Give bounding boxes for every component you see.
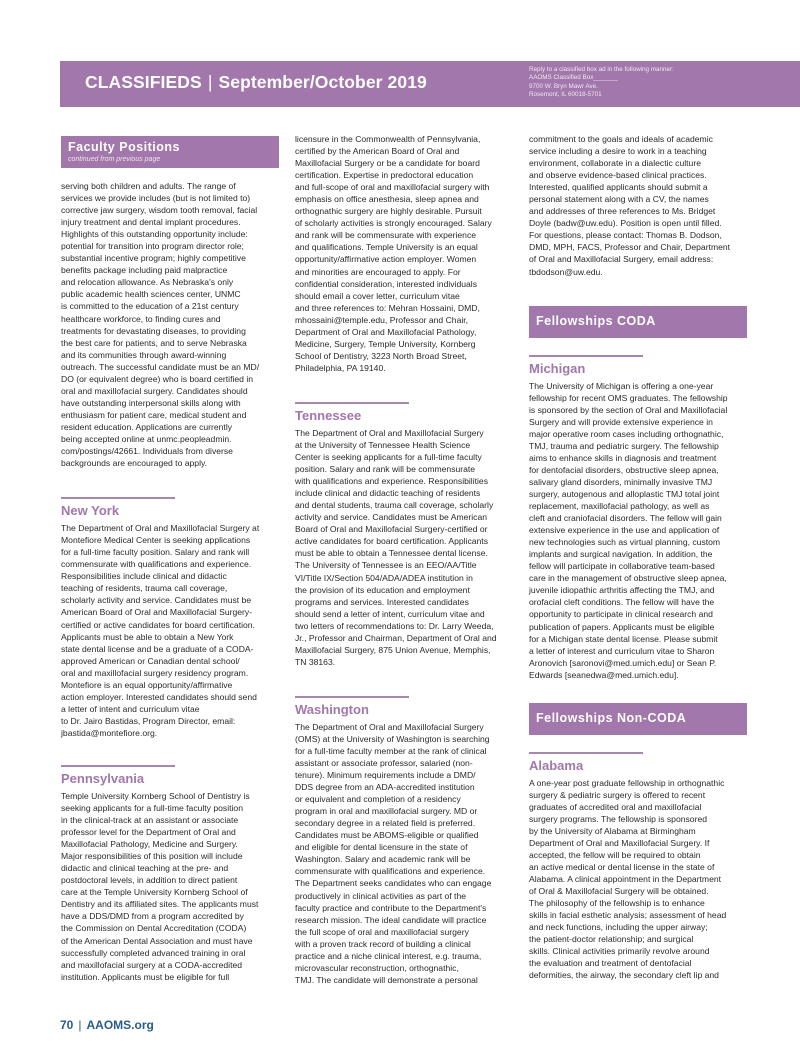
- pennsylvania-continued-text: licensure in the Commonwealth of Pennsylvania, certified by the American Board of Oral and Maxillofacial Surgery or be a candidate for board certification. Expertise in predoctoral education and full-scope of oral and maxillofacial surgery with emphasis on office anesthesia, sleep apnea and orthognathic surgery are highly desirable. Pursuit of scholarly activities is strongly encouraged. Salary and rank will be commensurate with experience and qualifications. Temple University is an equal opportunity/affirmative action employer. Women and minorities are encouraged to apply. For confidential consideration, interested individuals should email a cover letter, curriculum vitae and three references to: Mehran Hossaini, DMD, mhossaini@temple.edu, Professor and Chair, Department of Oral and Maxillofacial Pathology, Medicine, Surgery, Temple University, Kornberg School of Dentistry, 3223 North Broad Street, Philadelphia, PA 19140.: [295, 134, 492, 373]
- section-rule: [61, 497, 175, 499]
- michigan-heading: Michigan: [529, 360, 586, 376]
- reply-instructions: [529, 66, 674, 99]
- section-rule: [295, 402, 409, 404]
- faculty-positions-banner: [61, 136, 279, 168]
- tennessee-text: The Department of Oral and Maxillofacial Surgery at the University of Tennessee Health Science Center is seeking applicants for a full-time faculty position. Salary and rank will be commensurate with qualifications and experience. Responsibilities include clinical and didactic teaching of residents and dental students, trauma call coverage, scholarly activity and service. Candidates must be American Board of Oral and Maxillofacial Surgery-certified or active candidates for board certification. Applicants must be able to obtain a Tennessee dental license. The University of Tennessee is an EEO/AA/Title VI/Title IX/Section 504/ADA/ADEA institution in the provision of its education and employment programs and services. Interested candidates should send a letter of intent, curriculum vitae and two letters of recommendations to: Dr. Larry Weeda, Jr., Professor and Chairman, Department of Oral and Maxillofacial Surgery, 875 Union Avenue, Memphis, TN 38163.: [295, 427, 497, 667]
- reply-line: Rosemont, IL 60018-5701: [529, 90, 602, 98]
- section-label: CLASSIFIEDS: [85, 72, 202, 92]
- new-york-text: The Department of Oral and Maxillofacial Surgery at Montefiore Medical Center is seeking applications for a full-time faculty position. Salary and rank will commensurate with qualifications and experience. Responsibilities include clinical and didactic teaching of residents, trauma call coverage, scholarly activity and service. Candidates must be American Board of Oral and Maxillofacial Surgery- certified or active candidates for board certification. Applicants must be able to obtain a New York state dental license and be a graduate of a CODA- approved American or Canadian dental school/ oral and maxillofacial surgery residency program. Montefiore is an equal opportunity/affirmative action employer. Interested candidates should send a letter of intent and curriculum vitae to Dr. Jairo Bastidas, Program Director, email: jbastida@montefiore.org.: [61, 523, 260, 738]
- column-3: [529, 133, 747, 982]
- section-rule: [61, 765, 175, 767]
- pennsylvania-text: Temple University Kornberg School of Dentistry is seeking applicants for a full-time faculty position in the clinical-track at an assistant or associate professor level for the Department of Oral and Maxillofacial Pathology, Medicine and Surgery. Major responsibilities of this position will include didactic and clinical teaching at the pre- and postdoctoral levels, in addition to direct patient care at the Temple University Kornberg School of Dentistry and its affiliated sites. The applicants must have a DDS/DMD from a program accredited by the Commission on Dental Accreditation (CODA) of the American Dental Association and must have successfully completed advanced training in oral and maxillofacial surgery at a CODA-accredited institution. Applicants must be eligible for full: [61, 790, 259, 982]
- page-header-band: [60, 61, 800, 107]
- column-1: [61, 133, 279, 983]
- reply-line: 9700 W. Bryn Mawr Ave.: [529, 82, 598, 90]
- section-rule: [529, 752, 643, 754]
- nebraska-continued-text: serving both children and adults. The range of services we provide includes (but is not limited to) corrective jaw surgery, wisdom tooth removal, facial injury treatment and dental implant procedures. Highlights of this outstanding opportunity include: potential for transition into program director role; substantial incentive program; highly competitive benefits package including paid malpractice and relocation allowance. As Nebraska's only public academic health sciences center, UNMC is committed to the education of a 21st century healthcare workforce, to finding cures and treatments for devastating diseases, to providing the best care for patients, and to serve Nebraska and its communities through award-winning outreach. The successful candidate must be an MD/ DO (or equivalent degree) who is board certified in oral and maxillofacial surgery. Candidates should have outstanding interpersonal skills along with enthusiasm for patient care, medical student and resident education. Applications are currently being accepted online at unmc.peopleadmin. com/postings/42661. Individuals from diverse backgrounds are encouraged to apply.: [61, 181, 260, 469]
- issue-label: September/October 2019: [218, 72, 427, 92]
- tennessee-heading: Tennessee: [295, 407, 362, 423]
- banner-subtitle: continued from previous page: [68, 156, 161, 163]
- banner-title: Fellowships Non-CODA: [536, 710, 687, 725]
- washington-text: The Department of Oral and Maxillofacial Surgery (OMS) at the University of Washington is searching for a full-time faculty member at the rank of clinical assistant or associate professor, salaried (non- tenure). Minimum requirements include a DMD/ DDS degree from an ADA-accredited institution or equivalent and completion of a residency program in oral and maxillofacial surgery. MD or secondary degree in a related field is preferred. Candidates must be ABOMS-eligible or qualified and eligible for dental licensure in the state of Washington. Salary and academic rank will be commensurate with qualifications and experience. The Department seeks candidates who can engage productively in clinical activities as part of the faculty practice and contribute to the Department's research mission. The ideal candidate will practice the full scope of oral and maxillofacial surgery with a proven track record of building a clinical practice and a niche clinical interest, e.g. trauma, microvascular reconstruction, orthognathic, TMJ. The candidate will demonstrate a personal: [295, 721, 492, 985]
- page-footer: [60, 1018, 154, 1032]
- column-2: [295, 133, 513, 986]
- pennsylvania-heading: Pennsylvania: [61, 770, 145, 786]
- footer-separator: |: [78, 1018, 82, 1032]
- header-separator: |: [207, 72, 213, 92]
- section-rule: [295, 696, 409, 698]
- michigan-text: The University of Michigan is offering a one-year fellowship for recent OMS graduates. The fellowship is sponsored by the section of Oral and Maxillofacial Surgery and will provide extensive experience in major operative room cases including orthognathic, TMJ, trauma and pediatric surgery. The fellowship aims to enhance skills in diagnosis and treatment for dentofacial disorders, obstructive sleep apnea, salivary gland disorders, minimally invasive TMJ surgery, autogenous and alloplastic TMJ total joint replacement, maxillofacial pathology, as well as cleft and craniofacial disorders. The fellow will gain extensive experience in the use and application of new technologies such as virtual planning, custom implants and surgical navigation. In addition, the fellow will participate in collaborative team-based care in the management of obstructive sleep apnea, juvenile idiopathic arthritis affecting the TMJ, and orofacial cleft conditions. The fellow will have the opportunity to participate in clinical research and publication of papers. Applicants must be eligible for a Michigan state dental license. Please submit a letter of interest and curriculum vitae to Sharon Aronovich [saronovi@med.umich.edu] or Sean P. Edwards [seanedwa@med.umich.edu].: [529, 380, 728, 680]
- alabama-heading: Alabama: [529, 757, 584, 773]
- site-link[interactable]: AAOMS.org: [86, 1018, 154, 1032]
- reply-line: AAOMS Classified Box_______: [529, 74, 618, 82]
- washington-continued-text: commitment to the goals and ideals of academic service including a desire to work in a teaching environment, collaborate in a dialectic culture and observe evidence-based clinical practices. Interested, qualified applicants should submit a personal statement along with a CV, the names and addresses of three references to Ms. Bridget Doyle (badw@uw.edu). Position is open until filled. For questions, please contact: Thomas B. Dodson, DMD, MPH, FACS, Professor and Chair, Department of Oral and Maxillofacial Surgery, email address: tbdodson@uw.edu.: [529, 134, 731, 277]
- new-york-heading: New York: [61, 503, 120, 519]
- section-rule: [529, 355, 643, 357]
- banner-title: Fellowships CODA: [536, 313, 656, 328]
- reply-line: Reply to a classified box ad in the following manner:: [529, 66, 674, 73]
- page-number: 70: [60, 1018, 74, 1032]
- fellowships-coda-banner: [529, 306, 747, 338]
- washington-heading: Washington: [295, 701, 369, 717]
- fellowships-non-coda-banner: [529, 703, 747, 735]
- alabama-text: A one-year post graduate fellowship in orthognathic surgery & pediatric surgery is offered to recent graduates of accredited oral and maxillofacial surgery programs. The fellowship is sponsored by the University of Alabama at Birmingham Department of Oral and Maxillofacial Surgery. If accepted, the fellow will be required to obtain an active medical or dental license in the state of Alabama. A clinical appointment in the Department of Oral & Maxillofacial Surgery will be obtained. The philosophy of the fellowship is to enhance skills in facial esthetic analysis; assessment of head and neck functions, including the upper airway; the patient-doctor relationship; and surgical skills. Clinical activities primarily revolve around the evaluation and treatment of dentofacial deformities, the airway, the secondary cleft lip and: [529, 777, 727, 981]
- banner-title: Faculty Positions: [68, 140, 180, 154]
- header-title: [85, 72, 427, 93]
